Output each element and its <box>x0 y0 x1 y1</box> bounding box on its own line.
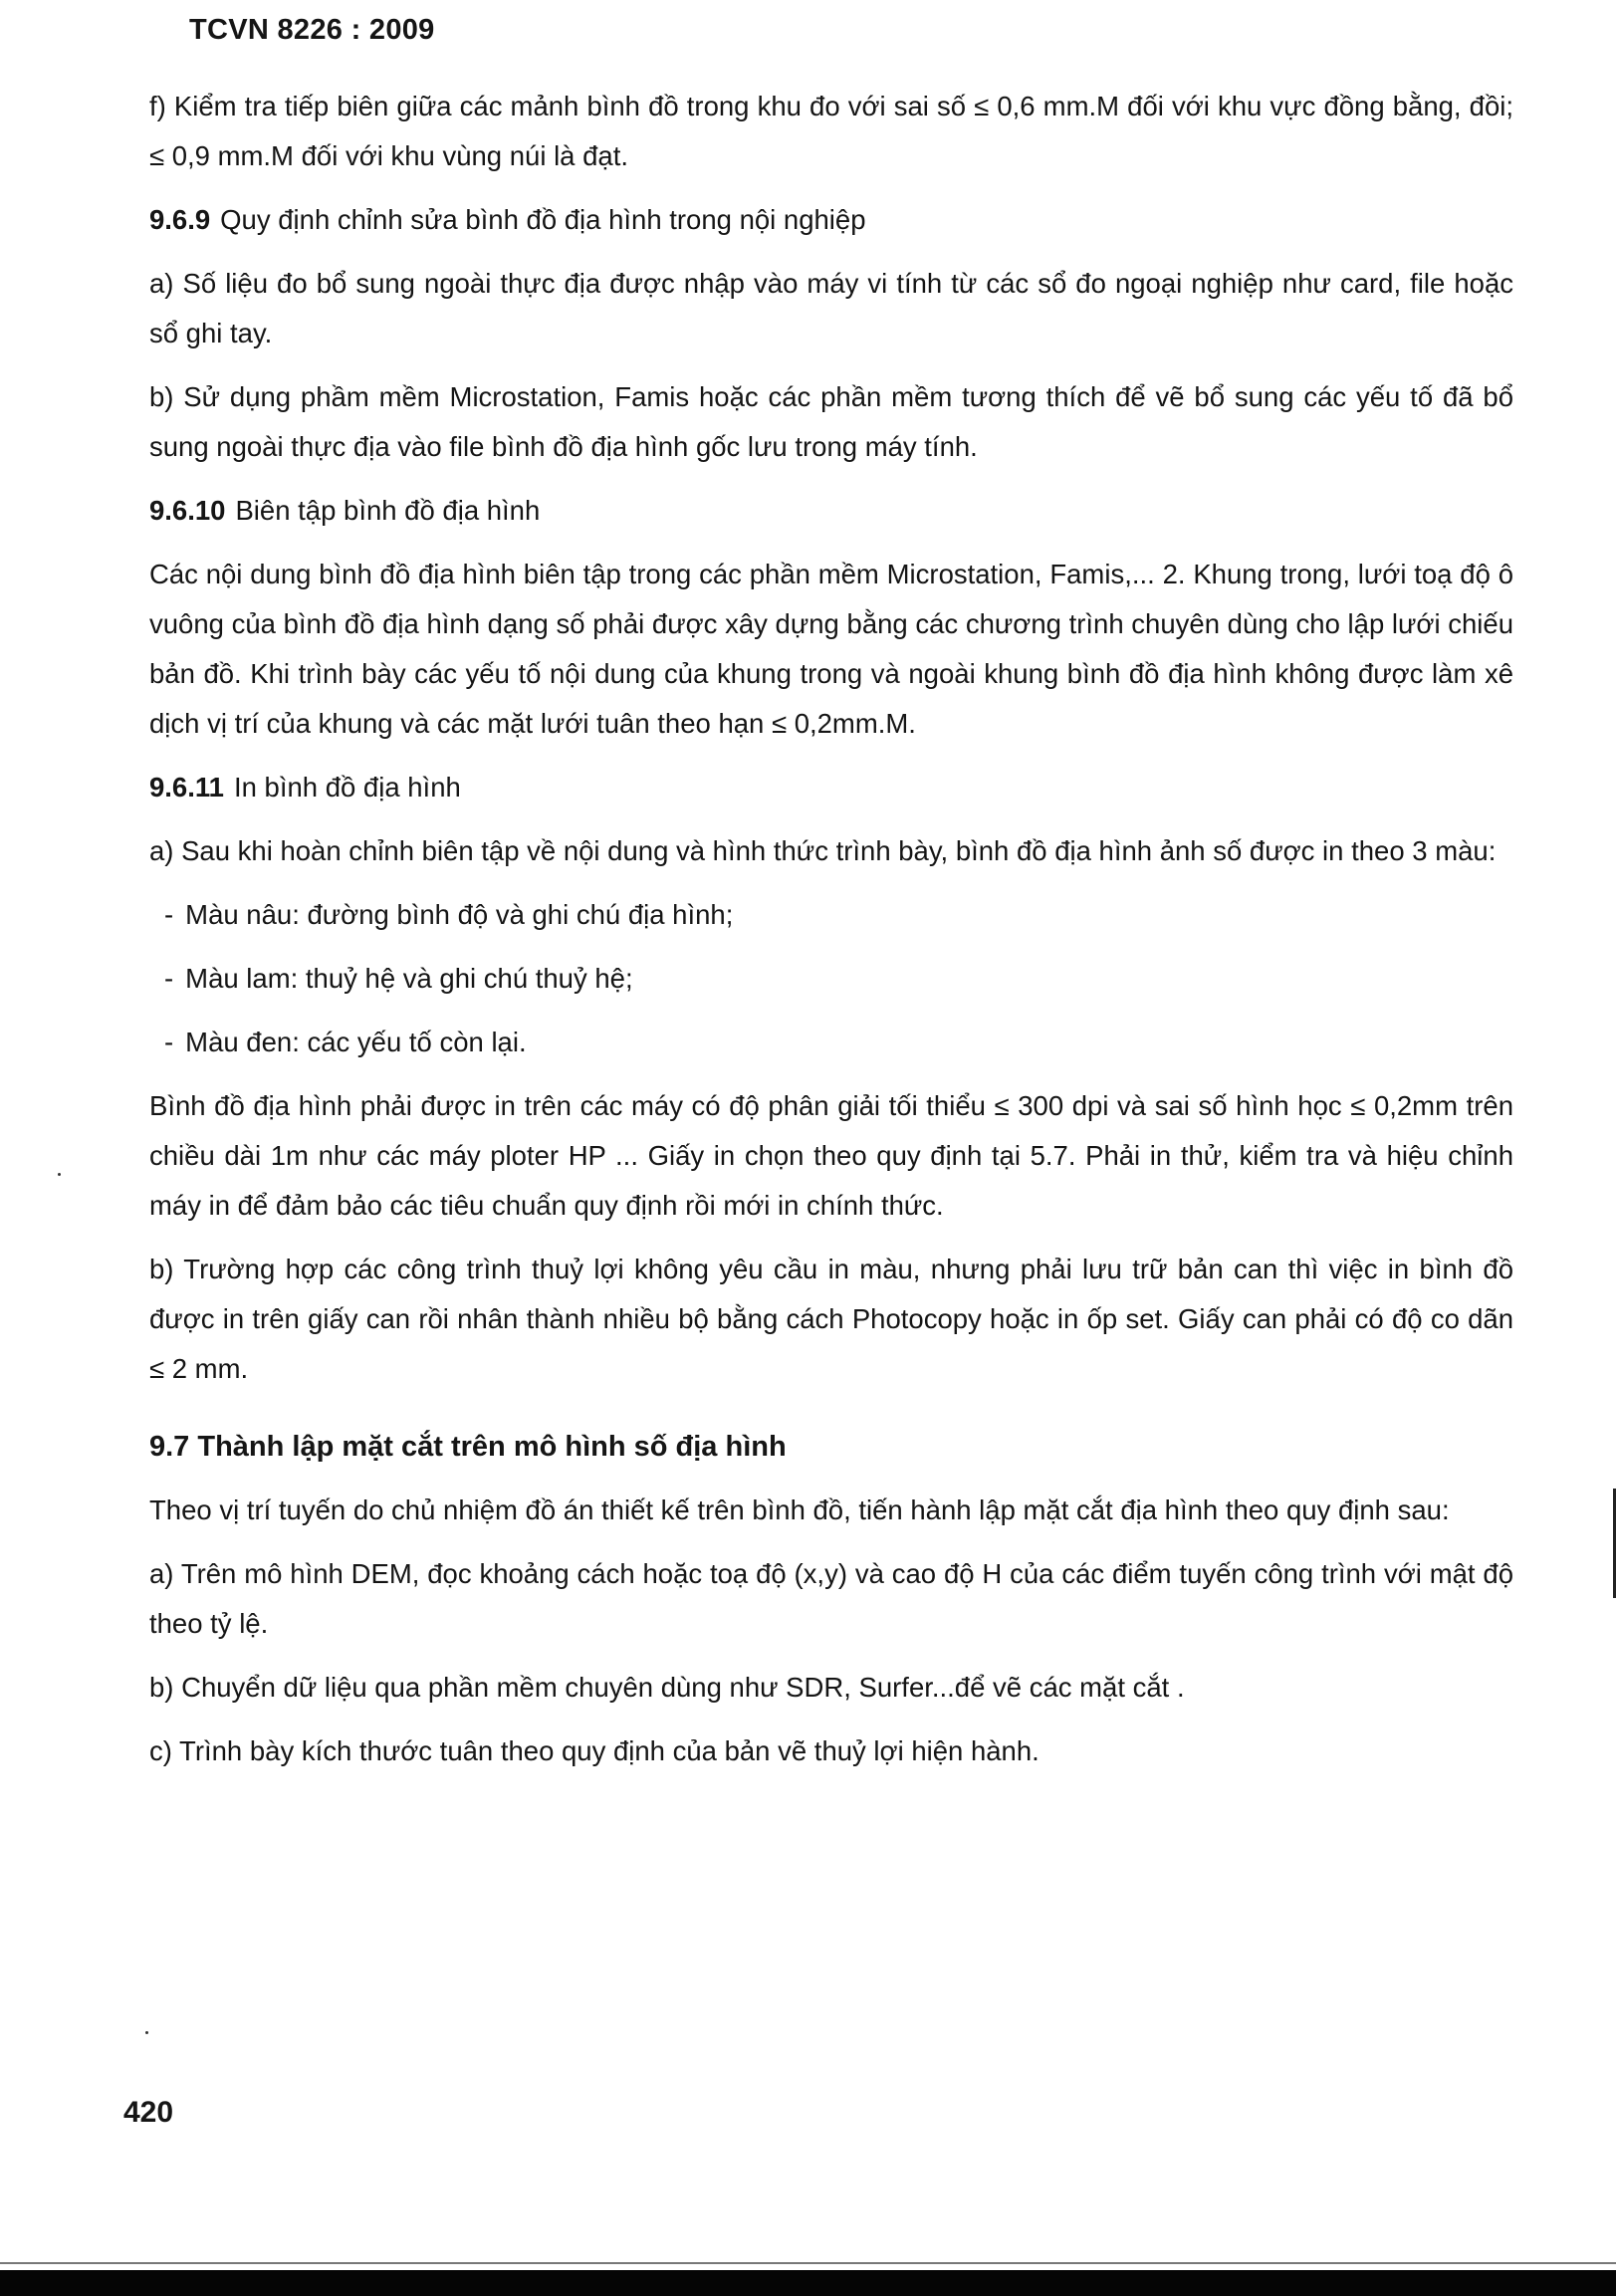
page-number: 420 <box>123 2096 174 2129</box>
paragraph-b-su-dung: b) Sử dụng phầm mềm Microstation, Famis hoặc các phần mềm tương thích để vẽ bổ sung các yếu tố đã bổ sung ngoài thực địa vào file bình đồ địa hình gốc lưu trong máy tính. <box>149 381 1513 462</box>
document-header: TCVN 8226 : 2009 <box>189 14 435 46</box>
paragraph-b-chuyen-du-lieu: b) Chuyển dữ liệu qua phần mềm chuyên dùng như SDR, Surfer...để vẽ các mặt cắt . <box>149 1672 1185 1703</box>
scan-edge-line <box>0 2262 1616 2264</box>
paragraph-c-trinh-bay: c) Trình bày kích thước tuân theo quy định của bản vẽ thuỷ lợi hiện hành. <box>149 1735 1039 1766</box>
list-item-text: Màu đen: các yếu tố còn lại. <box>185 1027 527 1057</box>
section-heading-9-7: 9.7 Thành lập mặt cắt trên mô hình số địa hình <box>149 1431 787 1463</box>
list-item <box>164 1018 1513 1067</box>
dash-bullet: - <box>164 963 174 994</box>
heading-9-6-9 <box>149 195 1513 245</box>
list-item-text: Màu nâu: đường bình độ và ghi chú địa hình; <box>185 899 734 930</box>
paragraph-b-truong-hop: b) Trường hợp các công trình thuỷ lợi không yêu cầu in màu, nhưng phải lưu trữ bản can thì việc in bình đồ được in trên giấy can rồi nhân thành nhiều bộ bằng cách Photocopy hoặc in ốp set. Giấy can phải có độ co dãn ≤ 2 mm. <box>149 1254 1513 1384</box>
paragraph-f-tiep-bien: f) Kiểm tra tiếp biên giữa các mảnh bình đồ trong khu đo với sai số ≤ 0,6 mm.M đối với khu vực đồng bằng, đồi; ≤ 0,9 mm.M đối với khu vùng núi là đạt. <box>149 91 1513 171</box>
document-body <box>149 82 1513 1790</box>
heading-number: 9.6.10 <box>149 495 226 526</box>
heading-number: 9.6.11 <box>149 772 224 803</box>
list-item-text: Màu lam: thuỷ hệ và ghi chú thuỷ hệ; <box>185 963 633 994</box>
heading-text: Biên tập bình đồ địa hình <box>235 495 541 526</box>
dash-bullet: - <box>164 1027 174 1057</box>
scan-speck <box>58 1173 61 1176</box>
paragraph-a-sau-khi: a) Sau khi hoàn chỉnh biên tập về nội dung và hình thức trình bày, bình đồ địa hình ảnh số được in theo 3 màu: <box>149 835 1497 866</box>
paragraph-a-so-lieu: a) Số liệu đo bổ sung ngoài thực địa được nhập vào máy vi tính từ các sổ đo ngoại nghiệp như card, file hoặc sổ ghi tay. <box>149 268 1513 348</box>
heading-number: 9.6.9 <box>149 204 211 235</box>
heading-9-6-11 <box>149 763 1513 812</box>
paragraph-theo-vi-tri: Theo vị trí tuyến do chủ nhiệm đồ án thiết kế trên bình đồ, tiến hành lập mặt cắt địa hình theo quy định sau: <box>149 1494 1450 1525</box>
paragraph-a-mo-hinh-dem: a) Trên mô hình DEM, đọc khoảng cách hoặc toạ độ (x,y) và cao độ H của các điểm tuyến công trình với mật độ theo tỷ lệ. <box>149 1558 1513 1639</box>
heading-text: In bình đồ địa hình <box>233 772 461 803</box>
dash-bullet: - <box>164 899 174 930</box>
scan-bottom-border <box>0 2270 1616 2296</box>
paragraph-may-in: Bình đồ địa hình phải được in trên các máy có độ phân giải tối thiểu ≤ 300 dpi và sai số hình học ≤ 0,2mm trên chiều dài 1m như các máy ploter HP ... Giấy in chọn theo quy định tại 5.7. Phải in thử, kiểm tra và hiệu chỉnh máy in để đảm bảo các tiêu chuẩn quy định rồi mới in chính thức. <box>149 1090 1513 1221</box>
paragraph-bien-tap: Các nội dung bình đồ địa hình biên tập trong các phần mềm Microstation, Famis,... 2. Khung trong, lưới toạ độ ô vuông của bình đồ địa hình dạng số phải được xây dựng bằng các chương trình chuyên dùng cho lập lưới chiếu bản đồ. Khi trình bày các yếu tố nội dung của khung trong và ngoài khung bình đồ địa hình không được làm xê dịch vị trí của khung và các mặt lưới tuân theo hạn ≤ 0,2mm.M. <box>149 559 1513 739</box>
list-item <box>164 890 1513 940</box>
heading-text: Quy định chỉnh sửa bình đồ địa hình trong nội nghiệp <box>220 204 866 235</box>
list-item <box>164 954 1513 1004</box>
scan-speck <box>145 2031 148 2034</box>
heading-9-6-10 <box>149 486 1513 536</box>
